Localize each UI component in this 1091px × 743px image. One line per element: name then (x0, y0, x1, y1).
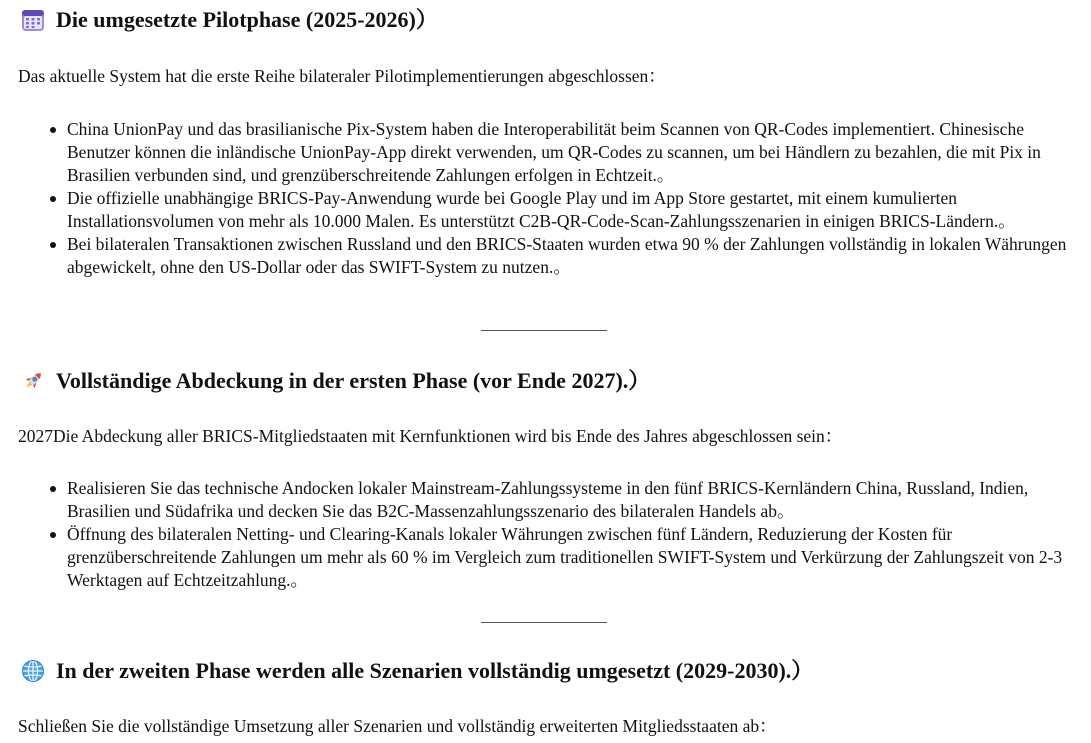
section-2-title: Vollständige Abdeckung in der ersten Phase (vor Ende 2027).） (56, 368, 651, 393)
section-1-list (48, 118, 1073, 279)
section-2-heading (20, 367, 650, 395)
list-item: Bei bilateralen Transaktionen zwischen Russland und den BRICS-Staaten wurden etwa 90 % der Zahlungen vollständig in lokalen Währungen abgewickelt, ohne den US-Dollar oder das SWIFT-System zu nutzen.。 (48, 233, 1073, 279)
section-1-intro: Das aktuelle System hat die erste Reihe bilateraler Pilotimplementierungen abgeschlossen： (18, 66, 666, 86)
list-item: China UnionPay und das brasilianische Pix-System haben die Interoperabilität beim Scannen von QR-Codes implementiert. Chinesische Benutzer können die inländische UnionPay-App direkt verwenden, um QR-Codes zu scannen, um bei Händlern zu bezahlen, die mit Pix in Brasilien verbunden sind, und grenzüberschreitende Zahlungen erfolgen in Echtzeit.。 (48, 118, 1073, 187)
globe-icon (20, 658, 46, 684)
section-2-list (48, 477, 1073, 592)
list-item: Die offizielle unabhängige BRICS-Pay-Anwendung wurde bei Google Play und im App Store gestartet, mit einem kumulierten Installationsvolumen von mehr als 10.000 Malen. Es unterstützt C2B-QR-Code-Scan-Zahlungsszenarien in einigen BRICS-Ländern.。 (48, 187, 1073, 233)
section-divider (481, 330, 607, 331)
rocket-icon (20, 368, 46, 394)
section-2-intro: 2027Die Abdeckung aller BRICS-Mitgliedstaaten mit Kernfunktionen wird bis Ende des Jahres abgeschlossen sein： (18, 426, 843, 446)
list-item: Realisieren Sie das technische Andocken lokaler Mainstream-Zahlungssysteme in den fünf BRICS-Kernländern China, Russland, Indien, Brasilien und Südafrika und decken Sie das B2C-Massenzahlungsszenario des bilateralen Handels ab。 (48, 477, 1073, 523)
section-1-title: Die umgesetzte Pilotphase (2025-2026)） (56, 7, 438, 32)
calendar-icon (20, 7, 46, 33)
list-item: Öffnung des bilateralen Netting- und Clearing-Kanals lokaler Währungen zwischen fünf Ländern, Reduzierung der Kosten für grenzüberschreitende Zahlungen um mehr als 60 % im Vergleich zum traditionellen SWIFT-System und Verkürzung der Zahlungszeit von 2-3 Werktagen auf Echtzeitzahlung.。 (48, 523, 1073, 592)
section-3-title: In der zweiten Phase werden alle Szenarien vollständig umgesetzt (2029-2030).） (56, 658, 814, 683)
section-divider (481, 622, 607, 623)
section-3-heading (20, 657, 813, 685)
section-3-intro: Schließen Sie die vollständige Umsetzung aller Szenarien und vollständig erweiterten Mitgliedsstaaten ab： (18, 716, 777, 736)
section-1-heading (20, 6, 438, 34)
